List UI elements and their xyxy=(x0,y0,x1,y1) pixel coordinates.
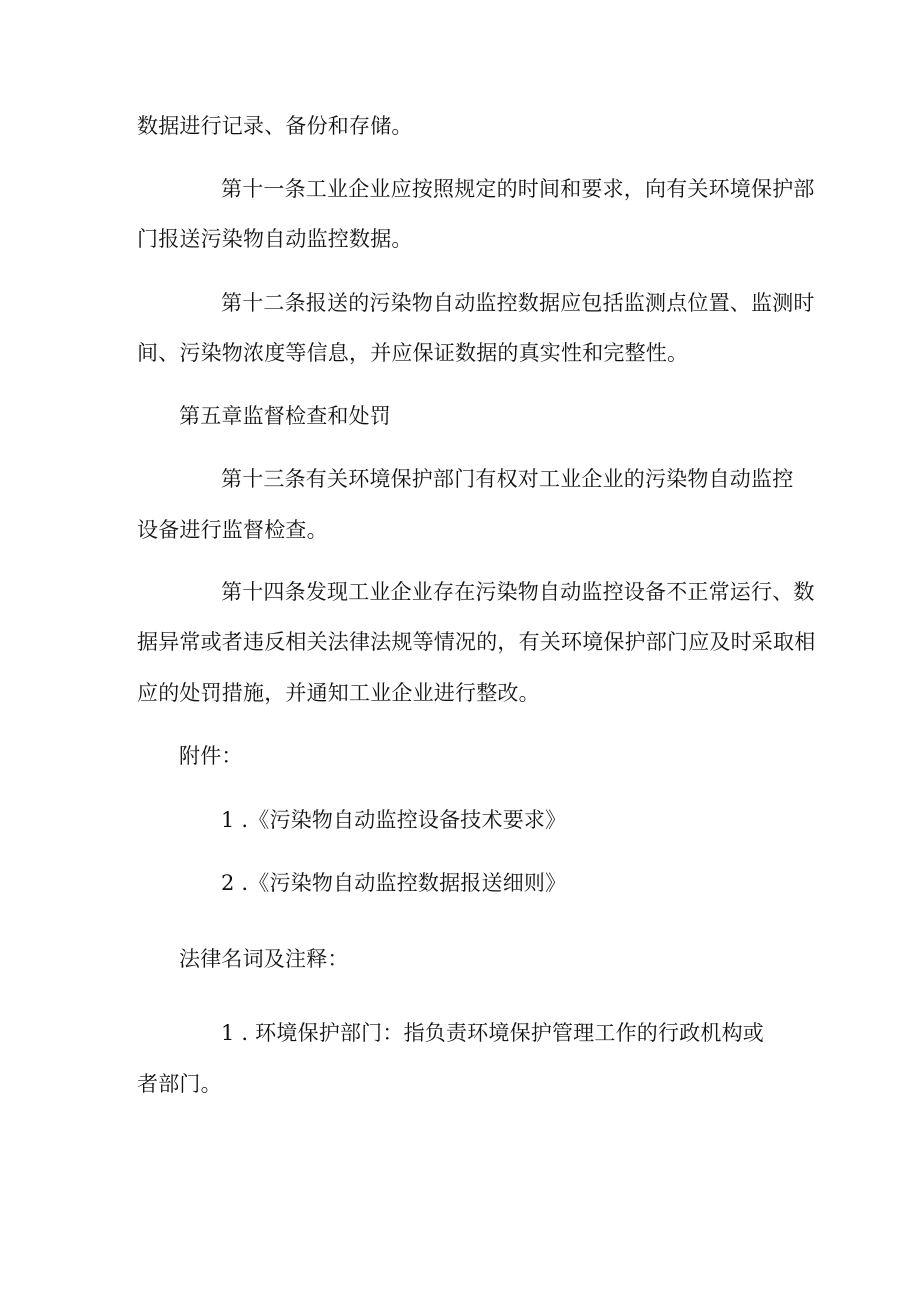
article-13-line-2: 设备进行监督检查。 xyxy=(137,518,328,542)
article-14-line-1: 第十四条发现工业企业存在污染物自动监控设备不正常运行、数 xyxy=(221,580,815,604)
attachment-item-2: 2 .《污染物自动监控数据报送细则》 xyxy=(221,871,567,895)
attachment-item-1: 1 .《污染物自动监控设备技术要求》 xyxy=(221,808,567,832)
article-13-line-1: 第十三条有关环境保护部门有权对工业企业的污染物自动监控 xyxy=(221,467,794,491)
attachments-heading: 附件： xyxy=(179,744,243,768)
legal-terms-heading: 法律名词及注释： xyxy=(179,947,349,971)
article-14-line-2: 据异常或者违反相关法律法规等情况的，有关环境保护部门应及时采取相 xyxy=(137,630,816,654)
text-line-1: 数据进行记录、备份和存储。 xyxy=(137,114,413,138)
legal-term-1-line-1: 1 . 环境保护部门：指负责环境保护管理工作的行政机构或 xyxy=(221,1021,764,1045)
chapter-heading: 第五章监督检查和处罚 xyxy=(179,404,391,428)
article-11-line-1: 第十一条工业企业应按照规定的时间和要求，向有关环境保护部 xyxy=(221,177,815,201)
article-12-line-1: 第十二条报送的污染物自动监控数据应包括监测点位置、监测时 xyxy=(221,291,815,315)
article-14-line-3: 应的处罚措施，并通知工业企业进行整改。 xyxy=(137,681,540,705)
article-12-line-2: 间、污染物浓度等信息，并应保证数据的真实性和完整性。 xyxy=(137,341,689,365)
article-11-line-2: 门报送污染物自动监控数据。 xyxy=(137,227,413,251)
legal-term-1-line-2: 者部门。 xyxy=(137,1072,222,1096)
